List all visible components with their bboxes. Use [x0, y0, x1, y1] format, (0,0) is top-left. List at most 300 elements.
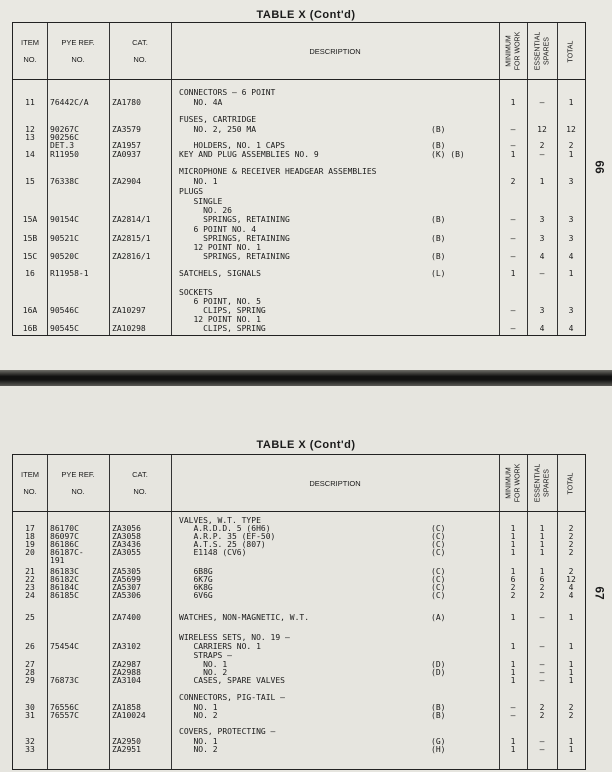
minimum-for-work-header-line: MINIMUM — [505, 467, 512, 499]
upper-page — [0, 0, 612, 370]
item-number: 20 — [25, 548, 35, 557]
description: STRAPS – — [179, 651, 232, 660]
cat-number: ZA1780 — [112, 98, 141, 107]
essential-spares: – — [539, 150, 545, 159]
essential-spares-header-line: ESSENTIAL — [534, 31, 542, 71]
description: CLIPS, SPRING — [179, 324, 266, 333]
essential-spares: – — [539, 737, 545, 746]
table-row — [13, 591, 585, 601]
code-letter: (C) — [431, 591, 446, 600]
essential-spares: – — [539, 613, 545, 622]
minimum-for-work: – — [510, 215, 516, 224]
essential-spares-header — [527, 23, 557, 79]
item-number: 13 — [25, 133, 35, 142]
minimum-for-work: – — [510, 234, 516, 243]
page-number: 67 — [592, 586, 607, 600]
minimum-for-work: – — [510, 306, 516, 315]
description: A.T.S. 25 (807) — [179, 540, 266, 549]
item-number: 15B — [22, 234, 38, 243]
page-number: 66 — [592, 160, 607, 174]
item-column-header-line: ITEM — [21, 470, 39, 479]
description: SATCHELS, SIGNALS — [179, 269, 261, 278]
total-column-header — [557, 455, 585, 511]
table-header — [13, 455, 585, 512]
total: 1 — [568, 613, 574, 622]
description: FUSES, CARTRIDGE — [179, 115, 257, 124]
item-number: 26 — [25, 642, 35, 651]
description: NO. 1 — [179, 660, 228, 669]
cat-number: ZA3102 — [112, 642, 141, 651]
cat-number: ZA10024 — [112, 711, 146, 720]
item-number: 24 — [25, 591, 35, 600]
item-number: 12 — [25, 125, 35, 134]
minimum-for-work: – — [510, 324, 516, 333]
total: 2 — [568, 540, 574, 549]
essential-spares: – — [539, 98, 545, 107]
pye-ref-number: 90256C — [50, 133, 79, 142]
cat-number: ZA1957 — [112, 141, 141, 150]
code-letter: (A) — [431, 613, 446, 622]
description: SPRINGS, RETAINING — [179, 215, 290, 224]
essential-spares: 12 — [537, 125, 547, 134]
essential-spares-header — [527, 455, 557, 511]
spares-table — [12, 454, 586, 770]
cat-column-header-line: NO. — [133, 487, 147, 496]
code-letter: (B) — [431, 215, 446, 224]
minimum-for-work: 2 — [510, 583, 516, 592]
description: PLUGS — [179, 187, 204, 196]
minimum-for-work: 1 — [510, 660, 516, 669]
essential-spares: – — [539, 269, 545, 278]
essential-spares: 3 — [539, 234, 545, 243]
pye-ref-column-header-line: PYE REF. — [61, 38, 95, 47]
minimum-for-work: 1 — [510, 745, 516, 754]
lower-page — [0, 386, 612, 772]
description: A.R.D.D. 5 (6H6) — [179, 524, 271, 533]
description: A.R.P. 35 (EF-50) — [179, 532, 276, 541]
code-letter: (B) — [431, 125, 446, 134]
table-header — [13, 23, 585, 80]
pye-ref-number: 86183C — [50, 567, 79, 576]
pye-ref-number: 86097C — [50, 532, 79, 541]
table-title: TABLE X (Cont'd) — [256, 439, 356, 451]
table-row — [13, 88, 585, 98]
minimum-for-work: 1 — [510, 98, 516, 107]
total: 2 — [568, 548, 574, 557]
item-number: 29 — [25, 676, 35, 685]
code-letter: (B) — [431, 703, 446, 712]
description: CLIPS, SPRING — [179, 306, 266, 315]
total: 4 — [568, 583, 574, 592]
essential-spares: 3 — [539, 306, 545, 315]
cat-number: ZA0937 — [112, 150, 141, 159]
total: 1 — [568, 660, 574, 669]
minimum-for-work: 1 — [510, 676, 516, 685]
item-number: 16B — [22, 324, 38, 333]
total: 2 — [568, 532, 574, 541]
description: COVERS, PROTECTING – — [179, 727, 276, 736]
minimum-for-work: 1 — [510, 567, 516, 576]
description: NO. 26 — [179, 206, 232, 215]
essential-spares-header-line: SPARES — [543, 469, 551, 497]
description: 6K7G — [179, 575, 213, 584]
item-number: 15A — [22, 215, 38, 224]
code-letter: (D) — [431, 668, 446, 677]
description: NO. 2 — [179, 711, 218, 720]
minimum-for-work: 2 — [510, 177, 516, 186]
description: 6 POINT, NO. 5 — [179, 297, 261, 306]
total: 2 — [568, 524, 574, 533]
pye-ref-number: 86186C — [50, 540, 79, 549]
essential-spares: – — [539, 660, 545, 669]
minimum-for-work: 1 — [510, 613, 516, 622]
description: NO. 2 — [179, 668, 228, 677]
essential-spares: 2 — [539, 703, 545, 712]
table-title: TABLE X (Cont'd) — [256, 9, 356, 21]
total-header-text: TOTAL — [567, 40, 575, 62]
code-letter: (G) — [431, 737, 446, 746]
code-letter: (D) — [431, 660, 446, 669]
essential-spares: 2 — [539, 591, 545, 600]
pye-ref-column-header-line: NO. — [71, 55, 85, 64]
pye-ref-number: 90520C — [50, 252, 79, 261]
pye-ref-number: 76556C — [50, 703, 79, 712]
pye-ref-number: 76442C/A — [50, 98, 89, 107]
description: 6B8G — [179, 567, 213, 576]
item-number: 25 — [25, 613, 35, 622]
total-column-header — [557, 23, 585, 79]
cat-number: ZA2816/1 — [112, 252, 151, 261]
essential-spares: – — [539, 745, 545, 754]
minimum-for-work: 1 — [510, 737, 516, 746]
pye-ref-number: 90521C — [50, 234, 79, 243]
table-row — [13, 745, 585, 755]
pye-ref-number: 86187C- — [50, 548, 84, 557]
minimum-for-work: 1 — [510, 150, 516, 159]
table-row — [13, 252, 585, 262]
minimum-for-work: 2 — [510, 591, 516, 600]
pye-ref-number: 90154C — [50, 215, 79, 224]
item-column-header-line: NO. — [23, 487, 37, 496]
pye-ref-column-header — [47, 455, 109, 511]
total: 1 — [568, 269, 574, 278]
description: 6 POINT NO. 4 — [179, 225, 257, 234]
essential-spares: 1 — [539, 540, 545, 549]
code-letter: (B) — [431, 711, 446, 720]
table-row — [13, 676, 585, 686]
total: 12 — [566, 125, 576, 134]
total: 2 — [568, 711, 574, 720]
cat-number: ZA3436 — [112, 540, 141, 549]
minimum-for-work-header-text — [504, 32, 522, 71]
essential-spares-header-line: ESSENTIAL — [534, 463, 542, 503]
pye-ref-number: DET.3 — [50, 141, 75, 150]
cat-column-header-line: NO. — [133, 55, 147, 64]
item-number: 21 — [25, 567, 35, 576]
minimum-for-work-header — [499, 455, 527, 511]
item-number: 30 — [25, 703, 35, 712]
description: MICROPHONE & RECEIVER HEADGEAR ASSEMBLIES — [179, 167, 377, 176]
essential-spares: 1 — [539, 524, 545, 533]
minimum-for-work: 1 — [510, 548, 516, 557]
pye-ref-column-header-line: NO. — [71, 487, 85, 496]
total: 4 — [568, 324, 574, 333]
minimum-for-work: – — [510, 711, 516, 720]
code-letter: (B) — [431, 141, 446, 150]
cat-number: ZA2987 — [112, 660, 141, 669]
description: CONNECTORS, PIG-TAIL – — [179, 693, 285, 702]
essential-spares: 3 — [539, 215, 545, 224]
essential-spares: 1 — [539, 548, 545, 557]
description: NO. 1 — [179, 703, 218, 712]
cat-column-header-line: CAT. — [132, 38, 148, 47]
minimum-for-work-header-line: FOR WORK — [514, 463, 521, 503]
cat-number: ZA2815/1 — [112, 234, 151, 243]
cat-column-header — [109, 23, 171, 79]
cat-number: ZA3579 — [112, 125, 141, 134]
code-letter: (C) — [431, 567, 446, 576]
description: SPRINGS, RETAINING — [179, 252, 290, 261]
total: 2 — [568, 703, 574, 712]
item-number: 16 — [25, 269, 35, 278]
essential-spares: – — [539, 642, 545, 651]
description: CASES, SPARE VALVES — [179, 676, 285, 685]
book-gutter — [0, 370, 612, 386]
pye-ref-number: 75454C — [50, 642, 79, 651]
item-number: 23 — [25, 583, 35, 592]
item-number: 22 — [25, 575, 35, 584]
total: 1 — [568, 150, 574, 159]
code-letter: (B) — [431, 234, 446, 243]
total: 1 — [568, 676, 574, 685]
pye-ref-number: 86184C — [50, 583, 79, 592]
item-number: 18 — [25, 532, 35, 541]
code-letter: (C) — [431, 548, 446, 557]
table-row — [13, 556, 585, 566]
item-number: 17 — [25, 524, 35, 533]
pye-ref-number: 86185C — [50, 591, 79, 600]
cat-number: ZA2950 — [112, 737, 141, 746]
description: WIRELESS SETS, NO. 19 – — [179, 633, 290, 642]
table-row — [13, 727, 585, 737]
minimum-for-work: 1 — [510, 269, 516, 278]
total: 1 — [568, 668, 574, 677]
pye-ref-number: 86170C — [50, 524, 79, 533]
code-letter: (C) — [431, 540, 446, 549]
cat-number: ZA2988 — [112, 668, 141, 677]
item-number: 33 — [25, 745, 35, 754]
total: 1 — [568, 98, 574, 107]
code-letter: (L) — [431, 269, 446, 278]
item-column-header-line: ITEM — [21, 38, 39, 47]
cat-number: ZA5305 — [112, 567, 141, 576]
minimum-for-work: – — [510, 141, 516, 150]
pye-ref-number: 76557C — [50, 711, 79, 720]
description: 12 POINT NO. 1 — [179, 243, 261, 252]
pye-ref-column-header-line: PYE REF. — [61, 470, 95, 479]
cat-number: ZA5306 — [112, 591, 141, 600]
pye-ref-number: R11950 — [50, 150, 79, 159]
essential-spares: 1 — [539, 567, 545, 576]
pye-ref-column-header — [47, 23, 109, 79]
description: 6K8G — [179, 583, 213, 592]
minimum-for-work: – — [510, 125, 516, 134]
essential-spares: 1 — [539, 177, 545, 186]
description-column-header: DESCRIPTION — [309, 478, 361, 488]
description: SINGLE — [179, 197, 223, 206]
cat-number: ZA3058 — [112, 532, 141, 541]
essential-spares: 2 — [539, 141, 545, 150]
description: SOCKETS — [179, 288, 213, 297]
pye-ref-number: 76873C — [50, 676, 79, 685]
pye-ref-number: 90545C — [50, 324, 79, 333]
essential-spares-header-text — [533, 464, 551, 503]
minimum-for-work-header-line: MINIMUM — [505, 35, 512, 67]
description: WATCHES, NON-MAGNETIC, W.T. — [179, 613, 310, 622]
item-number: 15 — [25, 177, 35, 186]
description: HOLDERS, NO. 1 CAPS — [179, 141, 285, 150]
minimum-for-work: 1 — [510, 540, 516, 549]
description: KEY AND PLUG ASSEMBLIES NO. 9 — [179, 150, 319, 159]
minimum-for-work-header-text — [504, 464, 522, 503]
essential-spares: – — [539, 676, 545, 685]
total: 1 — [568, 737, 574, 746]
description: NO. 2 — [179, 745, 218, 754]
description: 6V6G — [179, 591, 213, 600]
minimum-for-work: 1 — [510, 524, 516, 533]
essential-spares: 1 — [539, 532, 545, 541]
item-column-header — [13, 455, 47, 511]
cat-number: ZA2904 — [112, 177, 141, 186]
code-letter: (H) — [431, 745, 446, 754]
total: 4 — [568, 591, 574, 600]
table-row — [13, 324, 585, 334]
item-number: 27 — [25, 660, 35, 669]
code-letter: (C) — [431, 575, 446, 584]
cat-number: ZA7400 — [112, 613, 141, 622]
table-row — [13, 115, 585, 125]
cat-number: ZA3056 — [112, 524, 141, 533]
table-row — [13, 177, 585, 187]
essential-spares-header-text — [533, 32, 551, 71]
total-header-text: TOTAL — [567, 472, 575, 494]
description: NO. 1 — [179, 177, 218, 186]
minimum-for-work: – — [510, 703, 516, 712]
description: E1148 (CV6) — [179, 548, 247, 557]
table-row — [13, 187, 585, 197]
essential-spares: 4 — [539, 324, 545, 333]
spares-table — [12, 22, 586, 336]
essential-spares-header-line: SPARES — [543, 37, 551, 65]
pye-ref-number: 90267C — [50, 125, 79, 134]
total: 3 — [568, 215, 574, 224]
description: CONNECTORS – 6 POINT — [179, 88, 276, 97]
cat-number: ZA1858 — [112, 703, 141, 712]
essential-spares: 2 — [539, 583, 545, 592]
cat-column-header — [109, 455, 171, 511]
item-number: 32 — [25, 737, 35, 746]
minimum-for-work-header — [499, 23, 527, 79]
minimum-for-work: – — [510, 252, 516, 261]
description: NO. 4A — [179, 98, 223, 107]
description: 12 POINT NO. 1 — [179, 315, 261, 324]
table-row — [13, 98, 585, 108]
essential-spares: 6 — [539, 575, 545, 584]
total: 1 — [568, 642, 574, 651]
pye-ref-number: R11958-1 — [50, 269, 89, 278]
pye-ref-number: 86182C — [50, 575, 79, 584]
total: 4 — [568, 252, 574, 261]
item-number: 28 — [25, 668, 35, 677]
item-column-header-line: NO. — [23, 55, 37, 64]
minimum-for-work: 6 — [510, 575, 516, 584]
description-column-header: DESCRIPTION — [309, 46, 361, 56]
item-number: 11 — [25, 98, 35, 107]
pye-ref-number: 90546C — [50, 306, 79, 315]
cat-column-header-line: CAT. — [132, 470, 148, 479]
cat-number: ZA2951 — [112, 745, 141, 754]
code-letter: (C) — [431, 583, 446, 592]
pye-ref-number: 191 — [50, 556, 65, 565]
cat-number: ZA10298 — [112, 324, 146, 333]
code-letter: (K) (B) — [431, 150, 465, 159]
minimum-for-work: 1 — [510, 532, 516, 541]
description: CARRIERS NO. 1 — [179, 642, 261, 651]
total: 3 — [568, 177, 574, 186]
total: 3 — [568, 306, 574, 315]
total: 2 — [568, 141, 574, 150]
essential-spares: – — [539, 668, 545, 677]
total: 1 — [568, 745, 574, 754]
table-row — [13, 693, 585, 703]
description: VALVES, W.T. TYPE — [179, 516, 261, 525]
description: SPRINGS, RETAINING — [179, 234, 290, 243]
pye-ref-number: 76338C — [50, 177, 79, 186]
table-row — [13, 269, 585, 279]
item-column-header — [13, 23, 47, 79]
item-number: 15C — [22, 252, 38, 261]
total: 12 — [566, 575, 576, 584]
cat-number: ZA10297 — [112, 306, 146, 315]
cat-number: ZA3055 — [112, 548, 141, 557]
description: NO. 2, 250 MA — [179, 125, 257, 134]
essential-spares: 2 — [539, 711, 545, 720]
essential-spares: 4 — [539, 252, 545, 261]
table-row — [13, 150, 585, 160]
table-row — [13, 711, 585, 721]
item-number: 31 — [25, 711, 35, 720]
item-number: 19 — [25, 540, 35, 549]
code-letter: (C) — [431, 532, 446, 541]
cat-number: ZA5307 — [112, 583, 141, 592]
minimum-for-work-header-line: FOR WORK — [514, 31, 521, 71]
code-letter: (B) — [431, 252, 446, 261]
minimum-for-work: 1 — [510, 642, 516, 651]
item-number: 14 — [25, 150, 35, 159]
cat-number: ZA3104 — [112, 676, 141, 685]
total: 2 — [568, 567, 574, 576]
minimum-for-work: 1 — [510, 668, 516, 677]
table-row — [13, 215, 585, 225]
table-row — [13, 167, 585, 177]
code-letter: (C) — [431, 524, 446, 533]
item-number: 16A — [22, 306, 38, 315]
cat-number: ZA5699 — [112, 575, 141, 584]
cat-number: ZA2814/1 — [112, 215, 151, 224]
description: NO. 1 — [179, 737, 218, 746]
total: 3 — [568, 234, 574, 243]
table-row — [13, 613, 585, 623]
